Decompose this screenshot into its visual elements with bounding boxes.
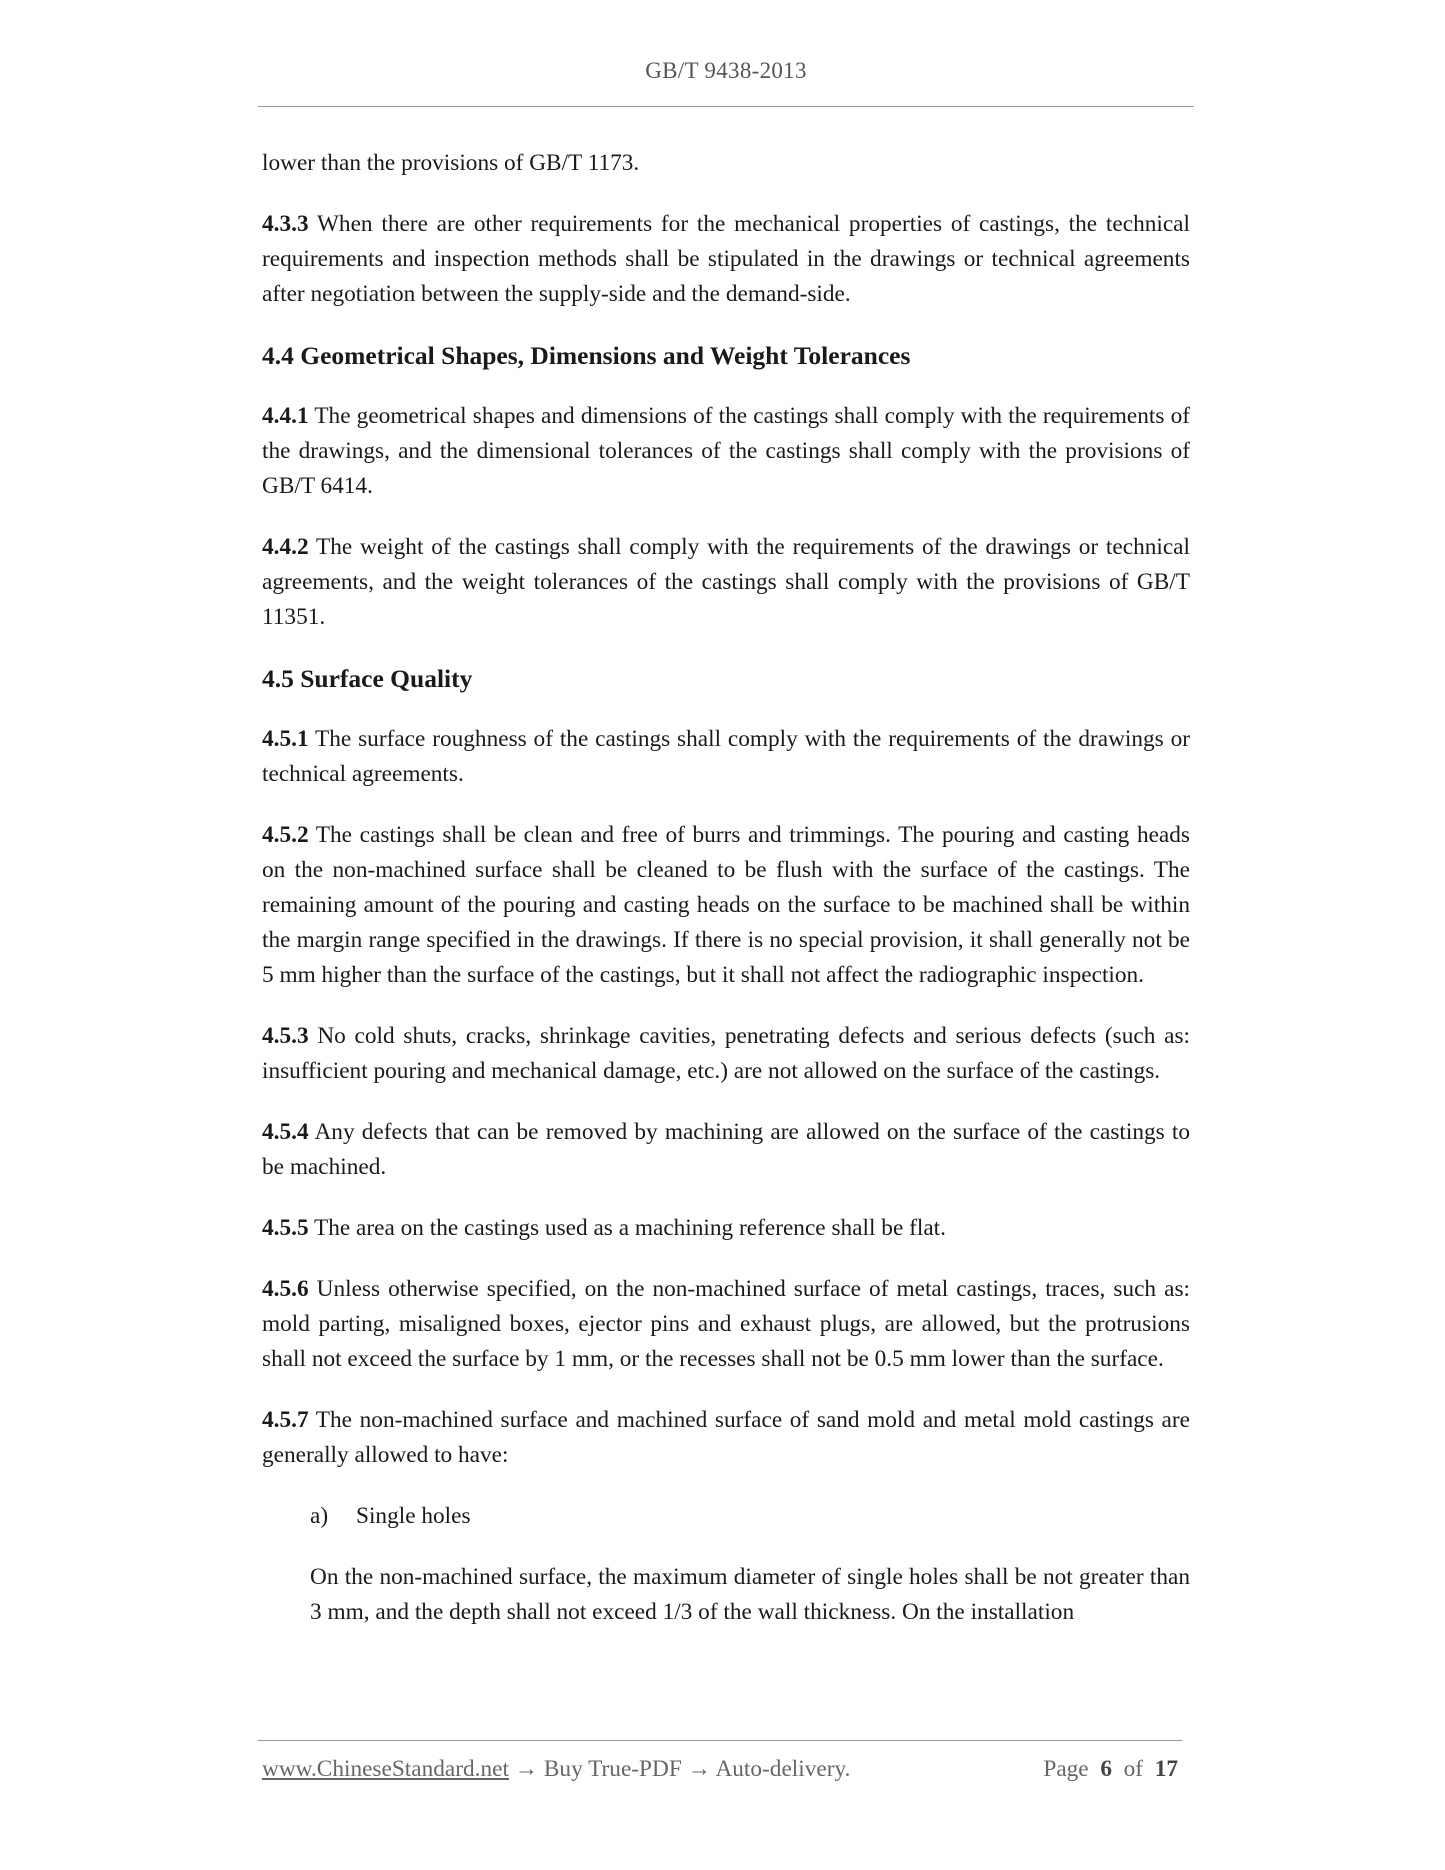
clause-4-5-1 [262,722,1190,792]
list-item-text: Single holes [356,1503,471,1529]
clause-number: 4.5.4 [262,1119,309,1145]
clause-4-5-7 [262,1403,1190,1473]
clause-text: The non-machined surface and machined surface of sand mold and metal mold castings are generally allowed to have: [262,1407,1190,1468]
clause-4-5-5 [262,1211,1190,1246]
section-heading-4-4: 4.4 Geometrical Shapes, Dimensions and Weight Tolerances [262,341,911,370]
running-header: GB/T 9438-2013 [645,58,807,83]
clause-text: No cold shuts, cracks, shrinkage cavities, penetrating defects and serious defects (such as: insufficient pouring and mechanical damage, etc.) are not allowed on the surface of the castings. [262,1023,1190,1084]
clause-4-5-3 [262,1019,1190,1089]
footer-divider [258,1740,1182,1741]
paragraph-text: On the non-machined surface, the maximum diameter of single holes shall be not greater than 3 mm, and the depth shall not exceed 1/3 of the wall thickness. On the installation [310,1564,1190,1625]
section-heading-4-5: 4.5 Surface Quality [262,664,473,693]
clause-text: The surface roughness of the castings shall comply with the requirements of the drawings or technical agreements. [262,726,1190,787]
footer-promo-text: → Buy True-PDF → Auto-delivery. [508,1756,851,1782]
page-label: Page [1043,1756,1089,1782]
list-item-a [310,1499,1190,1534]
website-link[interactable]: www.ChineseStandard.net [262,1756,509,1782]
clause-text: The castings shall be clean and free of burrs and trimmings. The pouring and casting heads on the non-machined surface shall be cleaned to be flush with the surface of the castings. The remaining amount of the pouring and casting heads on the surface to be machined shall be within the margin range specified in the drawings. If there is no special provision, it shall generally not be 5 mm higher than the surface of the castings, but it shall not affect the radiographic inspection. [262,822,1190,988]
clause-text: The geometrical shapes and dimensions of the castings shall comply with the requirements of the drawings, and the dimensional tolerances of the castings shall comply with the provisions of GB/T 6414. [262,403,1190,499]
clause-text: The weight of the castings shall comply with the requirements of the drawings or technical agreements, and the weight tolerances of the castings shall comply with the provisions of GB/T 11351. [262,534,1190,630]
clause-4-4-2 [262,530,1190,635]
of-label: of [1123,1756,1144,1782]
clause-4-5-2 [262,818,1190,993]
clause-4-5-6 [262,1272,1190,1377]
clause-number: 4.5.3 [262,1023,309,1049]
page-body [262,146,1190,1656]
clause-number: 4.4.1 [262,403,309,429]
footer-promo [262,1756,850,1783]
clause-4-3-3 [262,207,1190,312]
clause-number: 4.5.7 [262,1407,309,1433]
clause-number: 4.3.3 [262,211,309,237]
clause-text: Any defects that can be removed by machining are allowed on the surface of the castings to be machined. [262,1119,1190,1180]
clause-text: The area on the castings used as a machining reference shall be flat. [308,1215,946,1241]
header-divider [258,106,1194,107]
clause-number: 4.5.5 [262,1215,309,1241]
clause-number: 4.5.1 [262,726,309,752]
page-indicator [1043,1756,1178,1783]
clause-number: 4.4.2 [262,534,309,560]
clause-text: Unless otherwise specified, on the non-machined surface of metal castings, traces, such as: mold parting, misaligned boxes, ejector pins and exhaust plugs, are allowed, but the protrusions shall not exceed the surface by 1 mm, or the recesses shall not be 0.5 mm lower than the surface. [262,1276,1190,1372]
list-marker: a) [310,1503,329,1529]
clause-number: 4.5.2 [262,822,309,848]
clause-4-4-1 [262,399,1190,504]
clause-number: 4.5.6 [262,1276,309,1302]
paragraph-single-holes [310,1560,1190,1630]
clause-text: When there are other requirements for the mechanical properties of castings, the technical requirements and inspection methods shall be stipulated in the drawings or technical agreements after negotiation between the supply-side and the demand-side. [262,211,1190,307]
paragraph-text: lower than the provisions of GB/T 1173. [262,150,640,176]
current-page-number: 6 [1100,1756,1112,1782]
total-page-count: 17 [1154,1756,1178,1782]
paragraph-continuation [262,146,1190,181]
clause-4-5-4 [262,1115,1190,1185]
